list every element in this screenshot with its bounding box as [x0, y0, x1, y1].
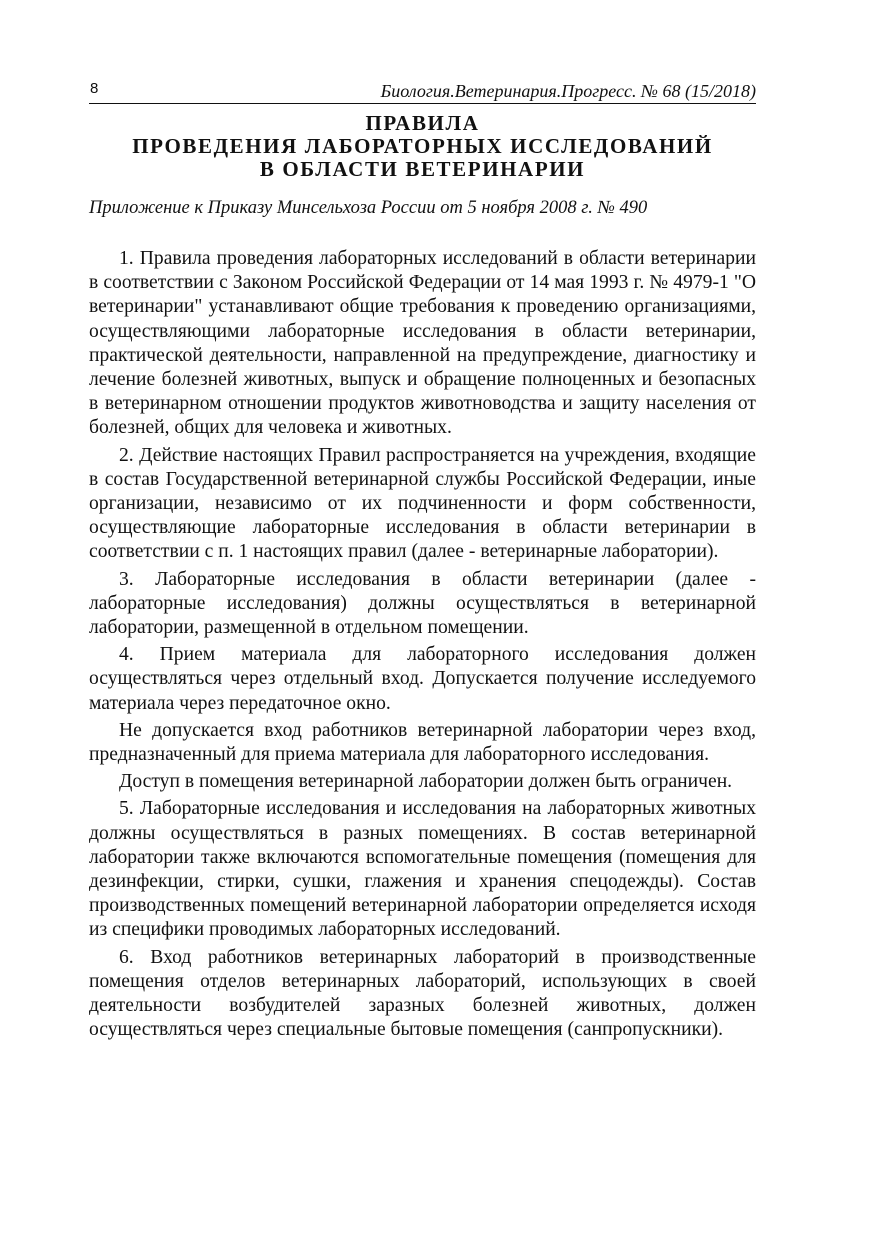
paragraph-5: 5. Лабораторные исследования и исследования на лабораторных животных должны осуществляться в разных помещениях. В состав ветеринарной лаборатории также включаются вспомогательные помещения (помещения для дезинфекции, стирки, сушки, глажения и хранения спецодежды). Состав производственных помещений ветеринарной лаборатории определяется исходя из специфики проводимых лабораторных исследований.	[89, 798, 756, 941]
document-page	[89, 79, 756, 1046]
title-line-3: В ОБЛАСТИ ВЕТЕРИНАРИИ	[259, 157, 586, 181]
paragraph-6: 6. Вход работников ветеринарных лабораторий в производственные помещения отделов ветеринарных лабораторий, использующих в своей деятельности возбудителей заразных болезней животных, должен осуществляться через специальные бытовые помещения (санпропускники).	[89, 946, 756, 1041]
paragraph-4-note-entry: Не допускается вход работников ветеринарной лаборатории через вход, предназначенный для приема материала для лабораторного исследования.	[89, 719, 756, 766]
title-line-1: ПРАВИЛА	[365, 111, 480, 135]
document-body	[89, 247, 756, 1043]
page-number: 8	[90, 80, 99, 97]
running-header	[89, 79, 756, 104]
paragraph-2: 2. Действие настоящих Правил распространяется на учреждения, входящие в состав Государственной ветеринарной службы Российской Федерации, иные организации, независимо от их подчиненности и форм собственности, осуществляющие лабораторные исследования в области ветеринарии в соответствии с п. 1 настоящих правил (далее - ветеринарные лаборатории).	[89, 444, 756, 563]
title-line-2: ПРОВЕДЕНИЯ ЛАБОРАТОРНЫХ ИССЛЕДОВАНИЙ	[132, 134, 713, 158]
document-title	[89, 112, 756, 181]
document-subtitle: Приложение к Приказу Минсельхоза России от 5 ноября 2008 г. № 490	[89, 198, 648, 218]
paragraph-4: 4. Прием материала для лабораторного исследования должен осуществляться через отдельный вход. Допускается получение исследуемого материала через передаточное окно.	[89, 644, 756, 714]
paragraph-4-note-access: Доступ в помещения ветеринарной лаборатории должен быть ограничен.	[119, 771, 733, 793]
journal-title: Биология.Ветеринария.Прогресс. № 68 (15/2018)	[380, 81, 756, 101]
paragraph-1: 1. Правила проведения лабораторных исследований в области ветеринарии в соответствии с Законом Российской Федерации от 14 мая 1993 г. № 4979-1 "О ветеринарии" устанавливают общие требования к проведению организациями, осуществляющими лабораторные исследования в области ветеринарии, практической деятельности, направленной на предупреждение, диагностику и лечение болезней животных, выпуск и обращение полноценных и безопасных в ветеринарном отношении продуктов животноводства и защиту населения от болезней, общих для человека и животных.	[89, 248, 756, 439]
paragraph-3: 3. Лабораторные исследования в области ветеринарии (далее - лабораторные исследования) должны осуществляться в ветеринарной лаборатории, размещенной в отдельном помещении.	[89, 568, 756, 639]
